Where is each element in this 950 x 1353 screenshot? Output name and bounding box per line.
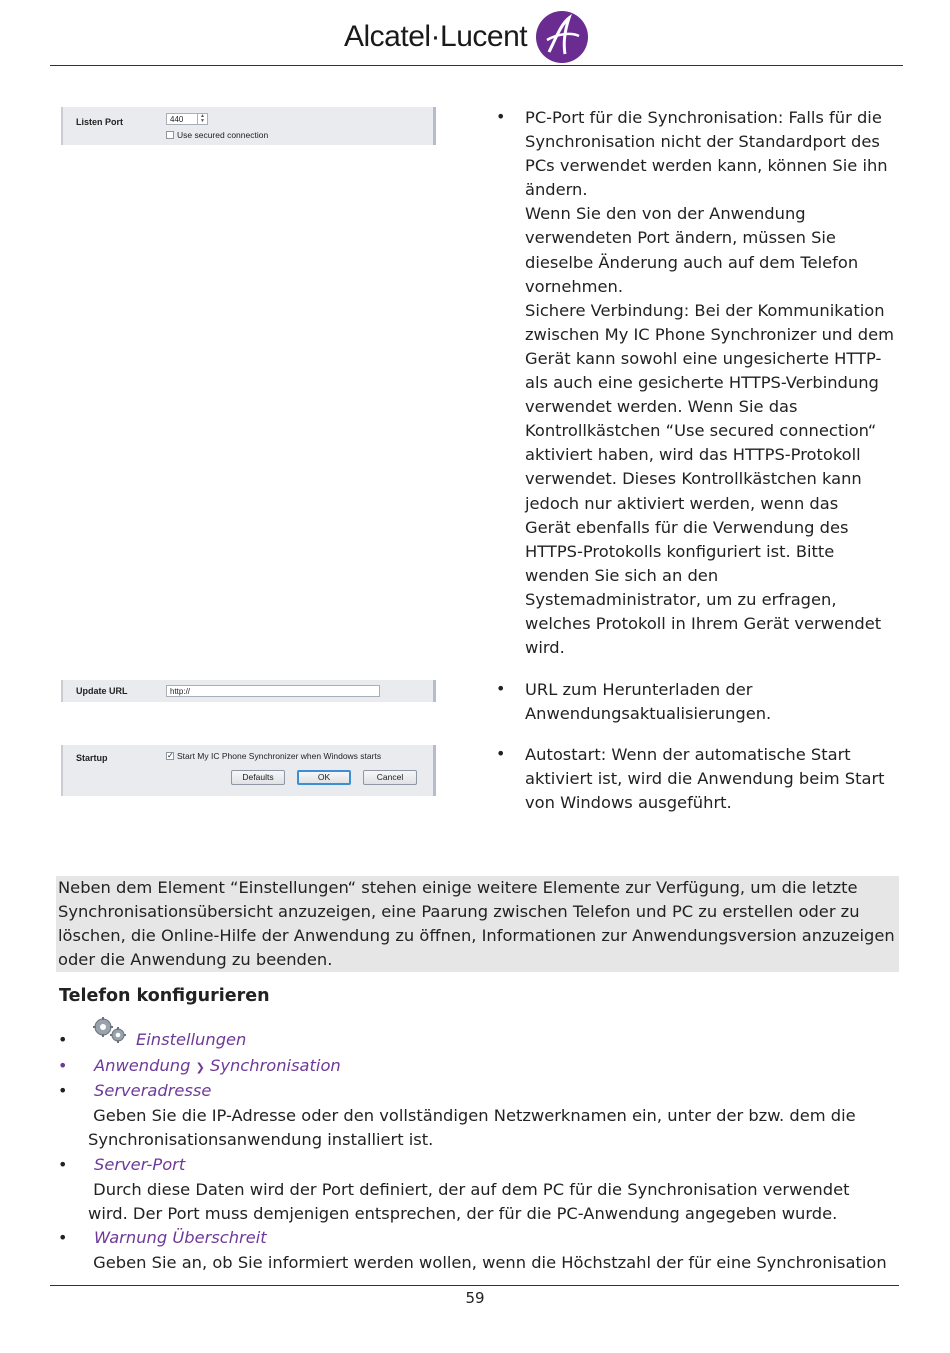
text-line: Durch diese Daten wird der Port definiert, der auf dem PC für die Synchronisation verwendet — [88, 1180, 850, 1199]
bullet-icon: • — [58, 1030, 68, 1049]
warning-exceeded-link[interactable]: Warnung Überschreit — [94, 1228, 267, 1247]
startup-panel — [61, 745, 436, 796]
section-title: Telefon konfigurieren — [59, 986, 270, 1006]
server-address-link[interactable]: Serveradresse — [94, 1081, 212, 1100]
text-line: als auch eine gesicherte HTTPS-Verbindung — [525, 373, 879, 393]
bullet-icon: • — [496, 679, 506, 698]
startup-label: Startup — [76, 753, 108, 763]
text-line: löschen, die Online-Hilfe der Anwendung zu öffnen, Informationen zur Anwendungsversion anzuzeigen — [58, 926, 895, 946]
text-line: vornehmen. — [525, 276, 624, 296]
application-link[interactable]: Anwendung — [94, 1056, 191, 1075]
spinner-arrows-icon[interactable]: ▲ ▼ — [197, 114, 207, 124]
menu-path — [94, 1056, 341, 1075]
logo-wordmark: Alcatel·Lucent — [344, 20, 528, 53]
text-line: jedoch nur aktiviert werden, wenn das — [525, 493, 839, 513]
cancel-button[interactable]: Cancel — [363, 770, 417, 785]
bullet-icon: • — [496, 107, 506, 126]
text-line: Geben Sie an, ob Sie informiert werden wollen, wenn die Höchstzahl der für eine Synchronisation — [88, 1253, 887, 1272]
text-line: wird. Der Port muss demjenigen entsprechen, der für die PC-Anwendung angegeben wurde. — [88, 1204, 838, 1224]
text-line: verwendeten Port ändern, müssen Sie — [525, 228, 836, 248]
text-line: Synchronisation nicht der Standardport des — [525, 132, 880, 152]
warning-description — [88, 1251, 898, 1275]
text-line: wird. — [525, 638, 565, 658]
listen-port-value: 440 — [170, 115, 184, 124]
info-box-text — [58, 876, 898, 972]
text-line: Anwendungsaktualisierungen. — [525, 704, 772, 724]
settings-gear-icon — [90, 1015, 128, 1045]
autostart-checkbox[interactable]: ✓ — [167, 751, 174, 760]
synchronisation-link[interactable]: Synchronisation — [210, 1056, 341, 1075]
brand-logo — [344, 8, 589, 66]
text-line: Geben Sie die IP-Adresse oder den vollständigen Netzwerknamen ein, unter der bzw. dem die — [88, 1106, 856, 1125]
autostart-label: Start My IC Phone Synchronizer when Windows starts — [177, 751, 382, 761]
text-line: PCs verwendet werden kann, können Sie ihn — [525, 156, 888, 176]
update-url-panel — [61, 680, 436, 702]
bullet-icon: • — [58, 1228, 68, 1247]
text-line: dieselbe Änderung auch auf dem Telefon — [525, 252, 859, 272]
text-line: Neben dem Element “Einstellungen“ stehen einige weitere Elemente zur Verfügung, um die letzte — [58, 878, 858, 897]
update-url-label: Update URL — [76, 686, 128, 696]
text-line: welches Protokoll in Ihrem Gerät verwendet — [525, 613, 882, 633]
text-line: ändern. — [525, 180, 588, 200]
text-line: Wenn Sie den von der Anwendung — [525, 204, 806, 224]
text-line: Gerät ebenfalls für die Verwendung des — [525, 517, 849, 537]
text-line: oder die Anwendung zu beenden. — [58, 950, 333, 970]
settings-link[interactable]: Einstellungen — [136, 1030, 247, 1049]
text-line: aktiviert haben, wird das HTTPS-Protokoll — [525, 445, 861, 465]
listen-port-input[interactable] — [166, 113, 208, 125]
bullet-icon: • — [58, 1056, 68, 1075]
text-line: Gerät kann sowohl eine ungesicherte HTTP- — [525, 348, 882, 368]
defaults-button[interactable]: Defaults — [231, 770, 285, 785]
listen-port-label: Listen Port — [76, 117, 124, 127]
text-line: Systemadministrator, um zu erfragen, — [525, 589, 837, 609]
update-url-description — [525, 678, 895, 726]
text-line: URL zum Herunterladen der — [525, 680, 753, 699]
text-line: PC-Port für die Synchronisation: Falls für die — [525, 108, 882, 127]
pc-port-description — [525, 106, 895, 660]
autostart-description — [525, 743, 895, 815]
text-line: wenden Sie sich an den — [525, 565, 719, 585]
text-line: verwendet. Dieses Kontrollkästchen kann — [525, 469, 862, 489]
listen-port-panel — [61, 107, 436, 145]
text-line: Autostart: Wenn der automatische Start — [525, 745, 851, 764]
text-line: aktiviert ist, wird die Anwendung beim Start — [525, 769, 885, 789]
secure-connection-checkbox[interactable] — [166, 131, 174, 139]
text-line: verwendet werden. Wenn Sie das — [525, 397, 798, 417]
page-number: 59 — [465, 1289, 485, 1307]
text-line: zwischen My IC Phone Synchronizer und dem — [525, 324, 894, 344]
header-divider — [50, 65, 903, 66]
text-line: Synchronisationsanwendung installiert ist. — [88, 1130, 434, 1150]
text-line: HTTPS-Protokolls konfiguriert ist. Bitte — [525, 541, 835, 561]
alcatel-lucent-logo-icon — [535, 10, 589, 64]
chevron-right-icon: ❯ — [195, 1061, 205, 1074]
footer-divider — [50, 1285, 899, 1286]
text-line: Kontrollkästchen “Use secured connection“ — [525, 421, 877, 441]
ok-button[interactable]: OK — [297, 770, 351, 785]
text-line: Synchronisationsübersicht anzuzeigen, eine Paarung zwischen Telefon und PC zu erstellen oder zu — [58, 902, 860, 922]
server-port-description — [88, 1178, 898, 1226]
bullet-icon: • — [58, 1081, 68, 1100]
text-line: von Windows ausgeführt. — [525, 793, 732, 813]
update-url-value: http:// — [170, 687, 191, 696]
update-url-input[interactable] — [166, 685, 380, 697]
bullet-icon: • — [58, 1155, 68, 1174]
server-address-description — [88, 1104, 898, 1152]
secure-connection-label: Use secured connection — [177, 130, 269, 140]
bullet-icon: • — [496, 744, 506, 763]
server-port-link[interactable]: Server-Port — [94, 1155, 186, 1174]
text-line: Sichere Verbindung: Bei der Kommunikation — [525, 300, 885, 320]
info-box — [56, 876, 899, 972]
